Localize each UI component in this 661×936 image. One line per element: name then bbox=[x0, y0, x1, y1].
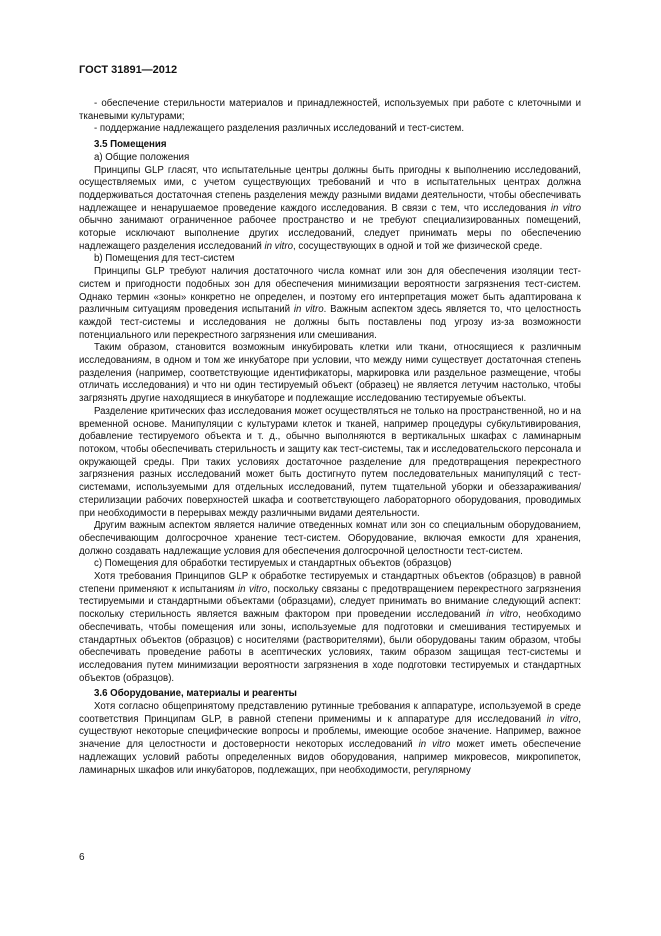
paragraph: Другим важным аспектом является наличие отведенных комнат или зон со специальным оборудованием, обеспечивающим долгосрочное хранение тест-систем. Оборудование, включая емкости для хранения, должно создавать надлежащие условия для обеспечения долгосрочной целостности тест-систем. bbox=[79, 520, 581, 557]
paragraph: Принципы GLP требуют наличия достаточного числа комнат или зон для обеспечения изоляции тест-систем и пригодности подобных зон для обеспечения минимизации вероятности загрязнения тест-систем. Однако термин «зоны» конкретно не определен, и поэтому его интерпретация может быть адаптирована к различным ситуациям проведения испытаний in vitro. Важным аспектом здесь является то, что целостность каждой тест-системы и исследования не должны быть поставлены под угрозу из-за возможности потенциального или перекрестного загрязнения или смешивания. bbox=[79, 266, 581, 341]
paragraph: Хотя требования Принципов GLP к обработке тестируемых и стандартных объектов (образцов) в равной степени применяют к испытаниям in vitro, поскольку связаны с предотвращением перекрестного загрязнения тестируемыми и стандартными объектами (образцами), следует принимать во внимание следующий аспект: поскольку стерильность является важным фактором при проведении исследований in vitro, необходимо обеспечивать, чтобы помещения или зоны, используемые для подготовки и смешивания тестируемых и стандартных объектов (образцов) с носителями (растворителями), были оборудованы таким образом, чтобы обеспечивать проведение работы в асептических условиях, таким образом защищая тест-системы и исследования путем минимизации вероятности загрязнения в ходе подготовки тестируемых и стандартных объектов (образцов). bbox=[79, 571, 581, 684]
section-heading-3-5: 3.5 Помещения bbox=[94, 139, 167, 151]
paragraph: Таким образом, становится возможным инкубировать клетки или ткани, относящиеся к различным исследованиям, в одном и том же инкубаторе при условии, что между ними существует достаточная степень разделения (например, соответствующие идентификаторы, маркировка или раздельное размещение, чтобы отличать исследования) и что ни один тестируемый объект (образец) не является летучим настолько, чтобы загрязнять другие находящиеся в инкубаторе и подлежащие исследованию тестируемые объекты. bbox=[79, 342, 581, 405]
list-item: - обеспечение стерильности материалов и принадлежностей, используемых при работе с клеточными и тканевыми культурами; bbox=[79, 98, 581, 122]
paragraph: Разделение критических фаз исследования может осуществляться не только на пространственной, но и на временной основе. Манипуляции с культурами клеток и тканей, например процедуры субкультивирования, добавление тестируемого объекта и т. д., обычно выполняются в вертикальных шкафах с ламинарным потоком, чтобы обеспечивать стерильность и защиту как тест-системы, так и исследовательского персонала и окружающей среды. При таких условиях достаточное разделение для предотвращения перекрестного загрязнения разных исследований может быть достигнуто путем последовательных манипуляций с тест-системами, используемыми для отдельных исследований, путем тщательной уборки и обеззараживания/стерилизации рабочих поверхностей шкафа и соответствующего лабораторного оборудования, проводимых при необходимости в перерывах между различными видами деятельности. bbox=[79, 405, 581, 519]
section-heading-3-6: 3.6 Оборудование, материалы и реагенты bbox=[94, 688, 297, 700]
page-number: 6 bbox=[79, 852, 85, 863]
paragraph: Принципы GLP гласят, что испытательные центры должны быть пригодны к выполнению исследований, осуществляемых ими, с учетом существующих требований и что в испытательных центрах должна поддерживаться достаточная степень разделения между разными видами деятельности, чтобы обеспечивать надлежащее и ненарушаемое проведение каждого исследования. В связи с тем, что исследования in vitro обычно занимают ограниченное рабочее пространство и не требуют специализированных помещений, которые исключают выполнение других исследований, следует принимать меры по обеспечению надлежащего разделения исследований in vitro, сосуществующих в одной и той же физической среде. bbox=[79, 164, 581, 252]
subsection-heading-b: b) Помещения для тест-систем bbox=[94, 253, 235, 265]
subsection-heading-a: а) Общие положения bbox=[94, 151, 190, 163]
list-item: - поддержание надлежащего разделения различных исследований и тест-систем. bbox=[94, 123, 465, 135]
document-body bbox=[79, 98, 581, 777]
subsection-heading-c: с) Помещения для обработки тестируемых и стандартных объектов (образцов) bbox=[94, 558, 452, 570]
paragraph: Хотя согласно общепринятому представлению рутинные требования к аппаратуре, используемой в среде соответствия Принципам GLP, в равной степени применимы и к аппаратуре для исследований in vitro, существуют некоторые специфические вопросы и проблемы, имеющие особое значение. Например, важное значение для целостности и достоверности некоторых исследований in vitro может иметь обеспечение надлежащих условий работы определенных видов оборудования, например микровесов, микропипеток, ламинарных шкафов или инкубаторов, подлежащих, при необходимости, регулярному bbox=[79, 701, 581, 776]
document-header: ГОСТ 31891—2012 bbox=[79, 64, 178, 76]
